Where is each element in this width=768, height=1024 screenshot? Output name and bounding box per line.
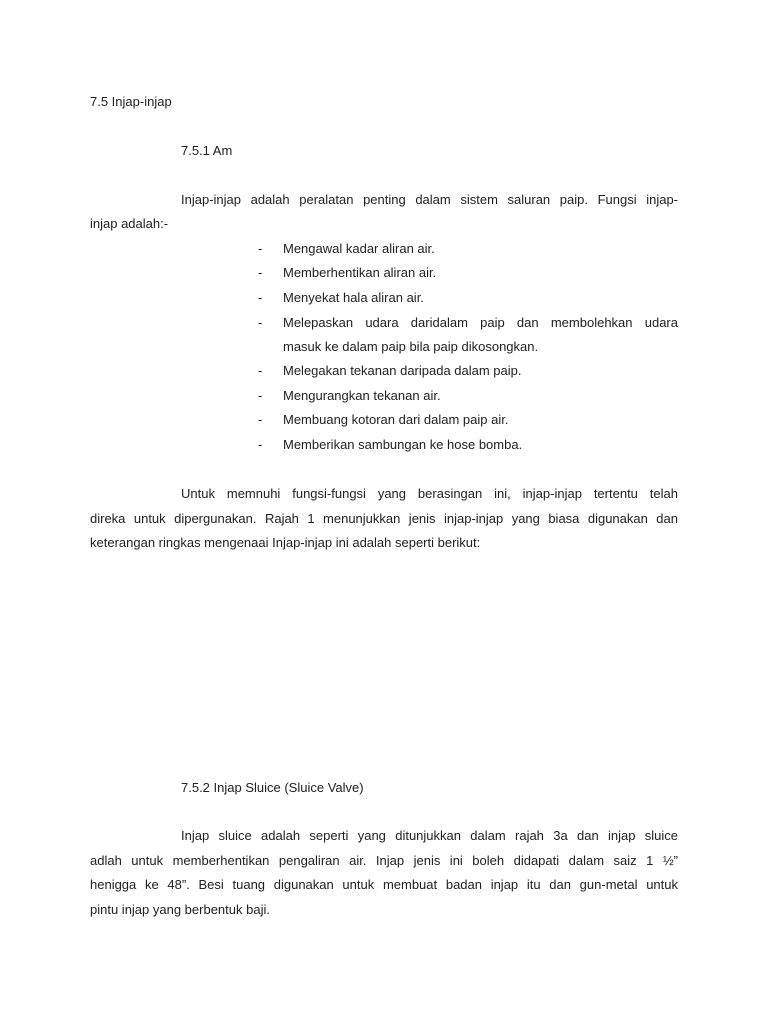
- sluice-paragraph-line-1: Injap sluice adalah seperti yang ditunjukkan dalam rajah 3a dan injap sluice: [181, 828, 678, 843]
- list-item: Mengawal kadar aliran air.: [283, 241, 435, 256]
- list-item: Membuang kotoran dari dalam paip air.: [283, 412, 509, 427]
- subsection-heading-sluice: 7.5.2 Injap Sluice (Sluice Valve): [181, 780, 364, 795]
- sluice-paragraph-line-4: pintu injap yang berbentuk baji.: [90, 902, 270, 917]
- section-heading: 7.5 Injap-injap: [90, 94, 172, 109]
- paragraph-2-line-2: direka untuk dipergunakan. Rajah 1 menunjukkan jenis injap-injap yang biasa digunakan dan: [90, 511, 678, 526]
- intro-paragraph-line-2: injap adalah:-: [90, 216, 169, 231]
- list-item: Memberikan sambungan ke hose bomba.: [283, 437, 523, 452]
- bullet-marker: -: [258, 412, 263, 427]
- list-item: Memberhentikan aliran air.: [283, 265, 437, 280]
- paragraph-2-line-1: Untuk memnuhi fungsi-fungsi yang berasingan ini, injap-injap tertentu telah: [181, 486, 678, 501]
- bullet-marker: -: [258, 388, 263, 403]
- bullet-marker: -: [258, 241, 263, 256]
- bullet-marker: -: [258, 437, 263, 452]
- sluice-paragraph-line-3: henigga ke 48”. Besi tuang digunakan untuk membuat badan injap itu dan gun-metal untuk: [90, 877, 678, 892]
- bullet-marker: -: [258, 290, 263, 305]
- bullet-marker: -: [258, 363, 263, 378]
- list-item: Melepaskan udara daridalam paip dan membolehkan udara: [283, 315, 678, 330]
- list-item: Mengurangkan tekanan air.: [283, 388, 441, 403]
- intro-paragraph-line-1: Injap-injap adalah peralatan penting dalam sistem saluran paip. Fungsi injap-: [181, 192, 678, 207]
- subsection-heading-am: 7.5.1 Am: [181, 143, 233, 158]
- sluice-paragraph-line-2: adlah untuk memberhentikan pengaliran air. Injap jenis ini boleh didapati dalam saiz 1 ½”: [90, 853, 678, 868]
- bullet-marker: -: [258, 315, 263, 330]
- bullet-marker: -: [258, 265, 263, 280]
- list-item: Menyekat hala aliran air.: [283, 290, 424, 305]
- list-item-continuation: masuk ke dalam paip bila paip dikosongkan.: [283, 339, 539, 354]
- list-item: Melegakan tekanan daripada dalam paip.: [283, 363, 522, 378]
- paragraph-2-line-3: keterangan ringkas mengenaai Injap-injap ini adalah seperti berikut:: [90, 535, 481, 550]
